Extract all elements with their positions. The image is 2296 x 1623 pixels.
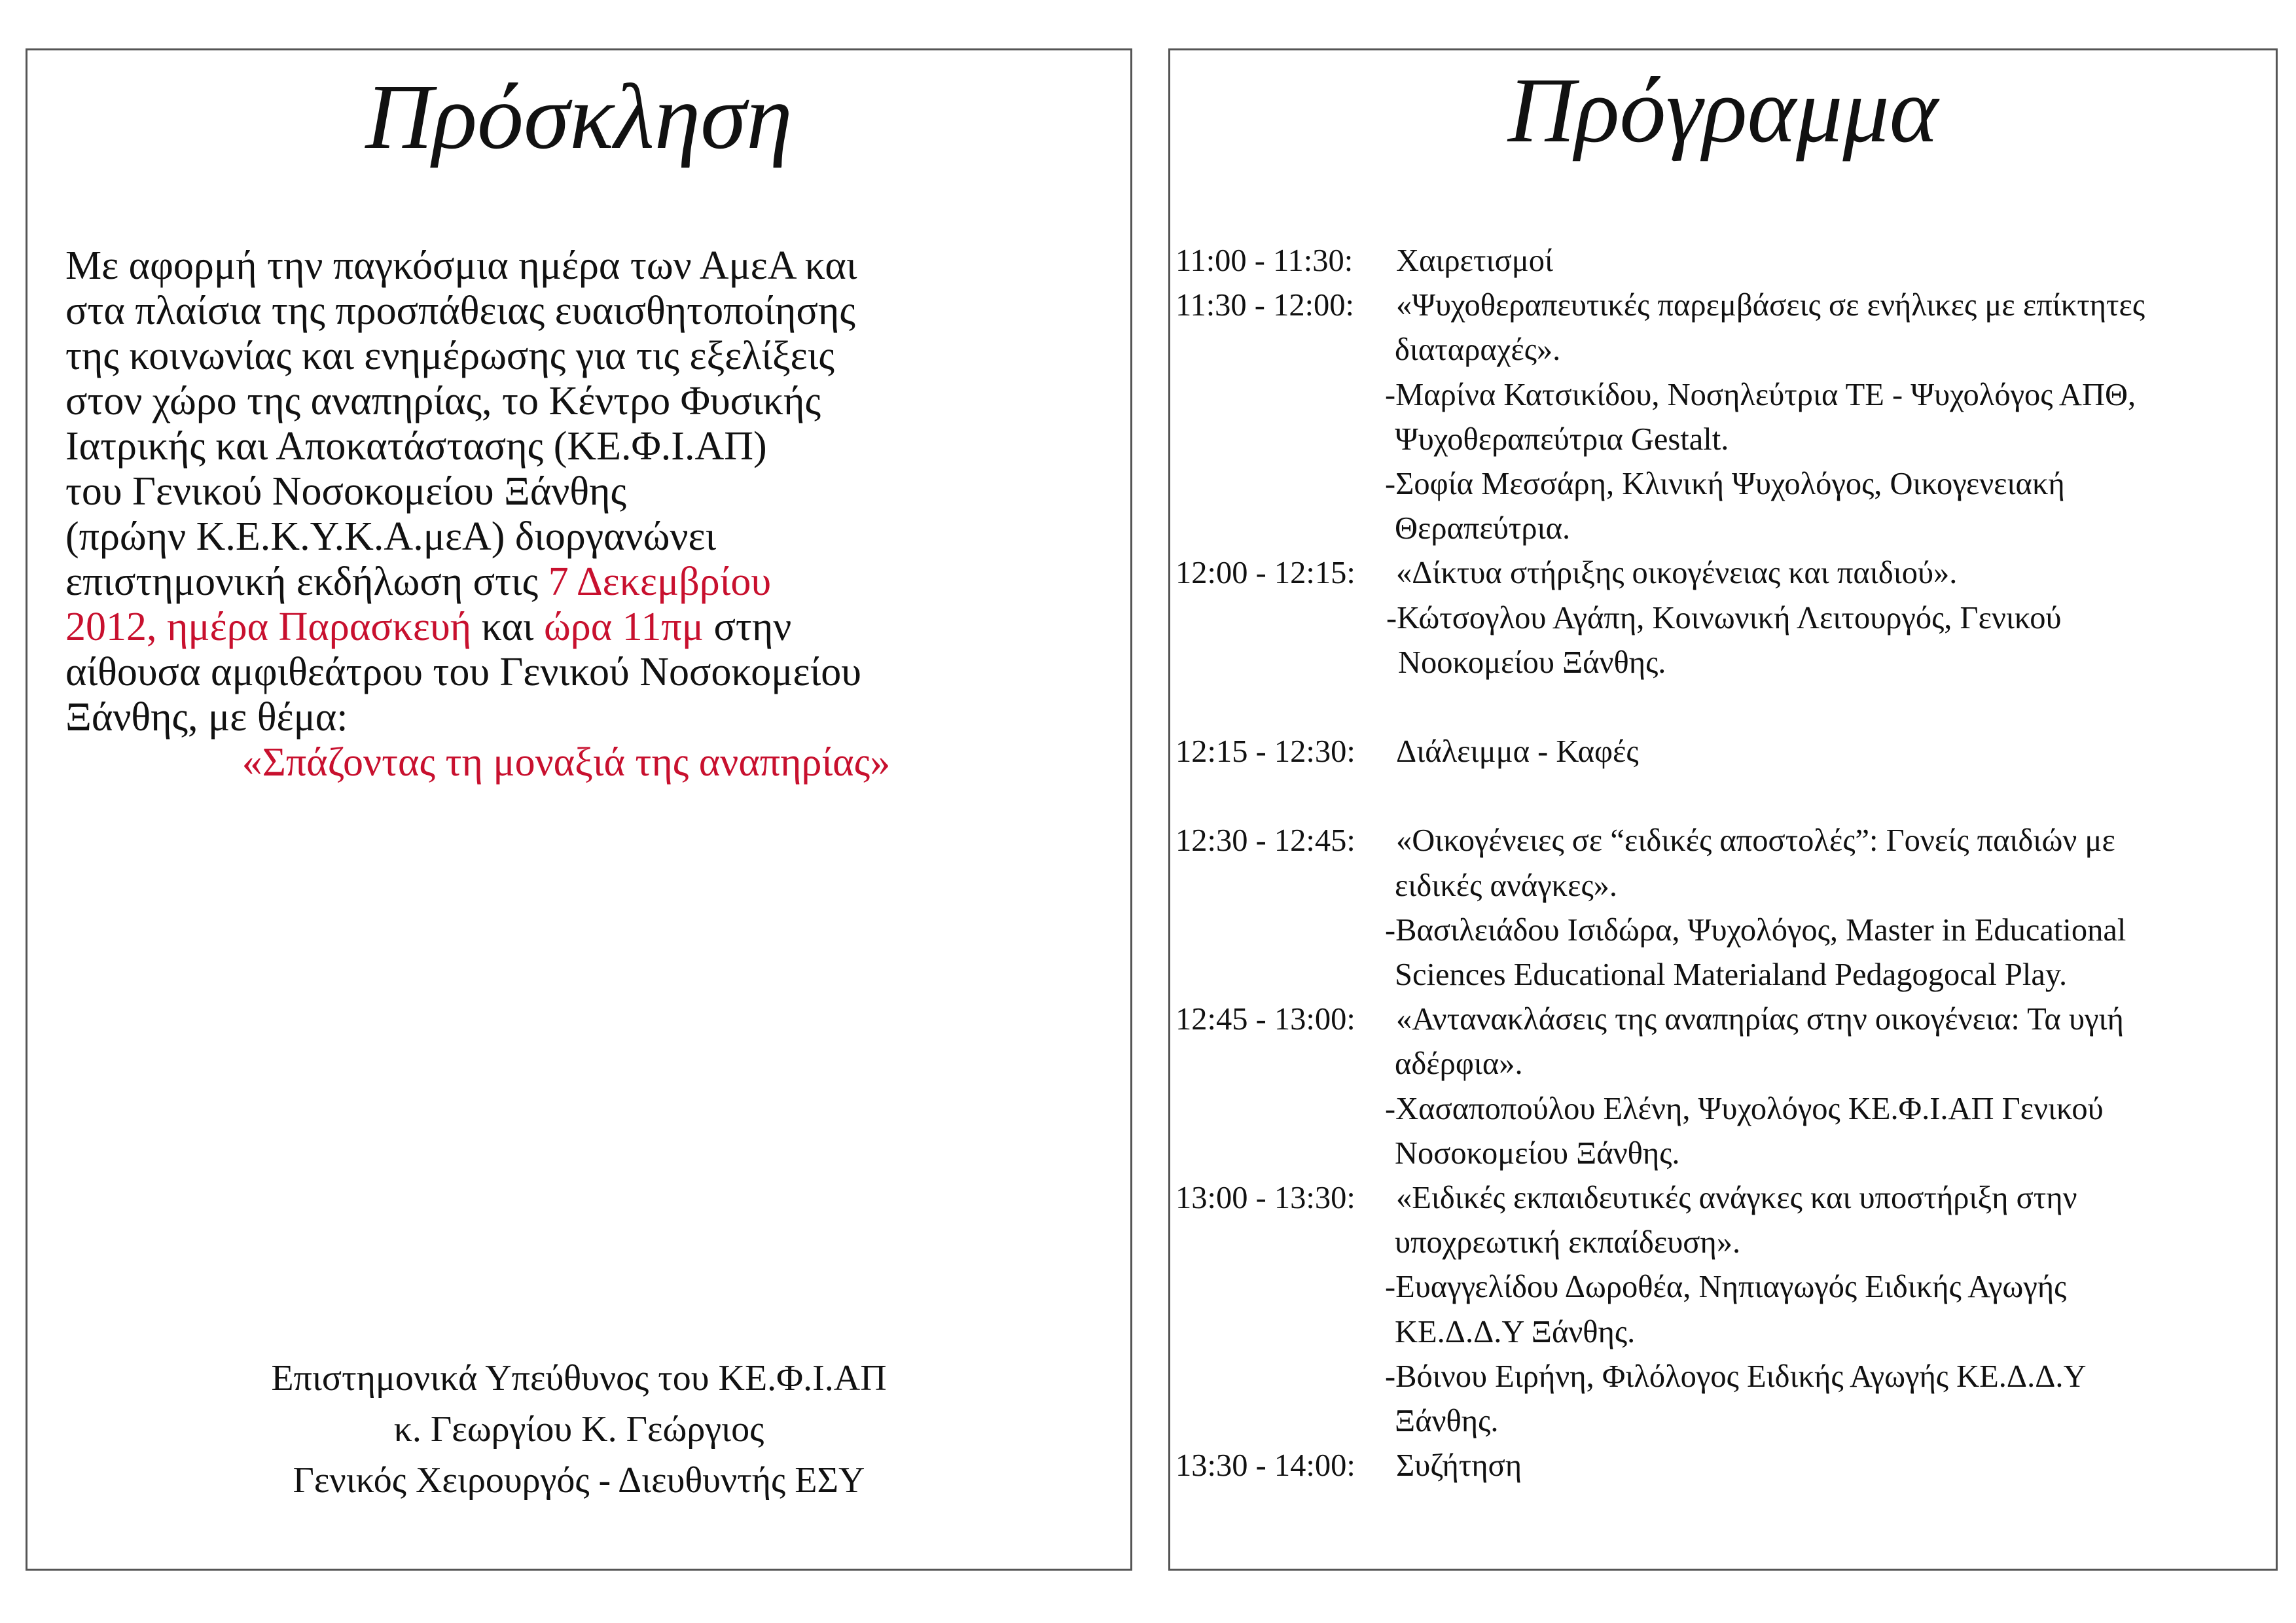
session-title: αδέρφια». — [1395, 1046, 1523, 1082]
invitation-line: της κοινωνίας και ενημέρωσης για τις εξελίξεις — [65, 334, 834, 378]
program-schedule — [1175, 239, 2275, 1488]
program-panel — [1168, 48, 2278, 1571]
session-speaker: -Βόινου Ειρήνη, Φιλόλογος Ειδικής Αγωγής ΚΕ.Δ.Δ.Υ — [1385, 1359, 2087, 1394]
invitation-body — [65, 243, 1126, 785]
schedule-row — [1175, 551, 2275, 596]
invitation-line: στα πλαίσια της προσπάθειας ευαισθητοποίησης — [65, 289, 855, 333]
invitation-text: και — [471, 605, 544, 649]
session-speaker: Νοσοκομείου Ξάνθης. — [1395, 1135, 1680, 1171]
session-speaker: -Σοφία Μεσσάρη, Κλινική Ψυχολόγος, Οικογενειακή — [1385, 466, 2065, 501]
invitation-line: Ιατρικής και Αποκατάστασης (ΚΕ.Φ.Ι.ΑΠ) — [65, 424, 767, 469]
invitation-panel — [26, 48, 1132, 1571]
schedule-row — [1175, 953, 2275, 997]
invitation-line: Με αφορμή την παγκόσμια ημέρα των ΑμεΑ και — [65, 243, 857, 288]
schedule-row — [1175, 373, 2275, 418]
session-speaker: -Βασιλειάδου Ισιδώρα, Ψυχολόγος, Master in Educational — [1385, 912, 2126, 948]
signature-line: κ. Γεωργίου Κ. Γεώργιος — [393, 1409, 764, 1450]
schedule-row — [1175, 730, 2275, 774]
session-speaker: Sciences Educational Materialand Pedagogocal Play. — [1395, 957, 2068, 992]
session-title: «Ψυχοθεραπευτικές παρεμβάσεις σε ενήλικες με επίκτητες — [1396, 288, 2145, 323]
session-title: «Οικογένειες σε “ειδικές αποστολές”: Γονείς παιδιών με — [1396, 823, 2115, 859]
session-speaker: ΚΕ.Δ.Δ.Υ Ξάνθης. — [1395, 1314, 1636, 1349]
invitation-line — [65, 560, 1126, 605]
invitation-line: Ξάνθης, με θέμα: — [65, 695, 348, 740]
session-speaker: Νοοκομείου Ξάνθης. — [1398, 645, 1666, 680]
schedule-row — [1175, 641, 2275, 685]
event-date-highlight: 7 Δεκεμβρίου — [548, 560, 772, 604]
schedule-row — [1175, 328, 2275, 372]
schedule-row — [1175, 1221, 2275, 1265]
session-time: 13:00 - 13:30: — [1175, 1180, 1355, 1215]
signature-line: Επιστημονικά Υπεύθυνος του ΚΕ.Φ.Ι.ΑΠ — [271, 1358, 887, 1399]
session-title: υποχρεωτική εκπαίδευση». — [1395, 1225, 1741, 1260]
schedule-row — [1175, 1444, 2275, 1488]
schedule-row — [1175, 1265, 2275, 1310]
session-speaker: -Μαρίνα Κατσικίδου, Νοσηλεύτρια ΤΕ - Ψυχολόγος ΑΠΘ, — [1385, 377, 2136, 412]
schedule-row — [1175, 239, 2275, 283]
schedule-row — [1175, 864, 2275, 908]
schedule-row — [1175, 596, 2275, 641]
schedule-row — [1175, 1355, 2275, 1399]
event-theme: «Σπάζοντας τη μοναξιά της αναπηρίας» — [242, 740, 891, 785]
session-time: 13:30 - 14:00: — [1175, 1448, 1355, 1484]
session-speaker: -Ευαγγελίδου Δωροθέα, Νηπιαγωγός Ειδικής Αγωγής — [1385, 1270, 2067, 1305]
schedule-row — [1175, 1310, 2275, 1355]
event-time-highlight: ώρα 11πμ — [544, 605, 704, 649]
schedule-row — [1175, 819, 2275, 863]
schedule-row — [1175, 1042, 2275, 1086]
session-title: Χαιρετισμοί — [1396, 243, 1554, 278]
invitation-line: (πρώην Κ.Ε.Κ.Υ.Κ.Α.μεΑ) διοργανώνει — [65, 514, 717, 559]
invitation-title: Πρόσκληση — [365, 65, 793, 168]
schedule-row — [1175, 418, 2275, 462]
program-title: Πρόγραμμα — [1507, 58, 1939, 162]
invitation-line: του Γενικού Νοσοκομείου Ξάνθης — [65, 469, 627, 514]
session-time: 12:00 - 12:15: — [1175, 556, 1355, 591]
schedule-row — [1175, 908, 2275, 953]
session-speaker: -Χασαποπούλου Ελένη, Ψυχολόγος ΚΕ.Φ.Ι.ΑΠ Γενικού — [1385, 1091, 2104, 1126]
spacer — [1175, 685, 2275, 730]
session-time: 12:30 - 12:45: — [1175, 823, 1355, 859]
schedule-row — [1175, 1087, 2275, 1132]
invitation-line: αίθουσα αμφιθεάτρου του Γενικού Νοσοκομείου — [65, 650, 861, 694]
schedule-row — [1175, 462, 2275, 507]
session-speaker: Θεραπεύτρια. — [1395, 511, 1571, 546]
session-title: «Δίκτυα στήριξης οικογένειας και παιδιού». — [1396, 556, 1958, 591]
session-time: 12:15 - 12:30: — [1175, 734, 1355, 770]
session-speaker: -Κώτσογλου Αγάπη, Κοινωνική Λειτουργός, Γενικού — [1386, 600, 2062, 635]
schedule-row — [1175, 1399, 2275, 1444]
schedule-row — [1175, 1176, 2275, 1221]
session-title: «Ειδικές εκπαιδευτικές ανάγκες και υποστήριξη στην — [1396, 1180, 2077, 1215]
session-speaker: Ξάνθης. — [1395, 1403, 1499, 1438]
session-speaker: Ψυχοθεραπεύτρια Gestalt. — [1395, 421, 1729, 457]
session-title: Διάλειμμα - Καφές — [1396, 734, 1639, 770]
session-title: «Αντανακλάσεις της αναπηρίας στην οικογένεια: Τα υγιή — [1396, 1002, 2124, 1037]
schedule-row — [1175, 1132, 2275, 1176]
session-title: διαταραχές». — [1395, 332, 1561, 368]
session-time: 11:00 - 11:30: — [1175, 243, 1354, 278]
schedule-row — [1175, 997, 2275, 1042]
invitation-line — [65, 605, 1126, 650]
signature-line: Γενικός Χειρουργός - Διευθυντής ΕΣΥ — [293, 1460, 865, 1501]
session-time: 11:30 - 12:00: — [1175, 288, 1355, 323]
invitation-text: στην — [703, 605, 792, 649]
spacer — [1175, 774, 2275, 819]
session-time: 12:45 - 13:00: — [1175, 1002, 1355, 1037]
signature-block — [27, 1353, 1130, 1506]
session-title: Συζήτηση — [1396, 1448, 1522, 1484]
schedule-row — [1175, 283, 2275, 328]
invitation-line: στον χώρο της αναπηρίας, το Κέντρο Φυσικής — [65, 379, 821, 423]
session-title: ειδικές ανάγκες». — [1395, 868, 1618, 903]
invitation-text: επιστημονική εκδήλωση στις — [65, 560, 548, 604]
schedule-row — [1175, 507, 2275, 551]
event-date-highlight: 2012, ημέρα Παρασκευή — [65, 605, 472, 649]
